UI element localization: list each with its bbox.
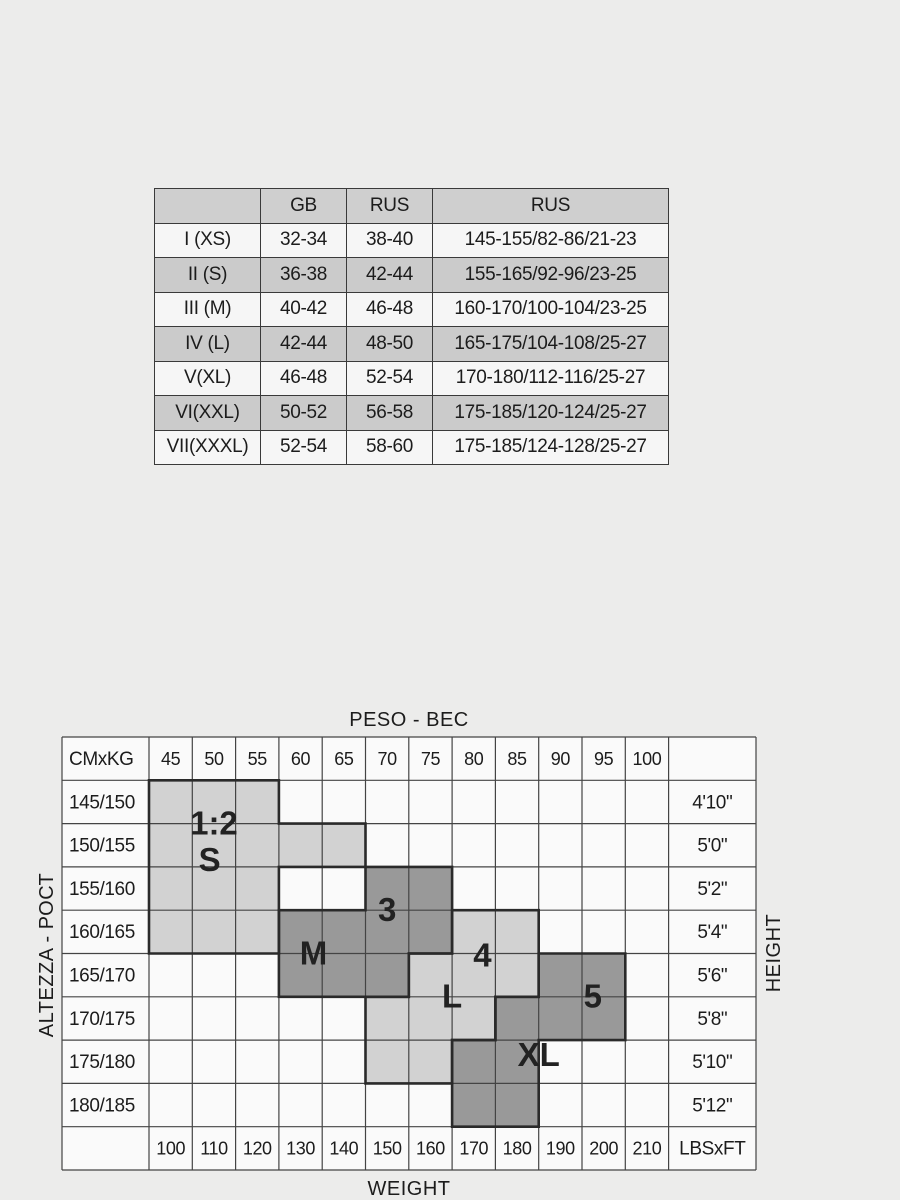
zone-m-letter: M (299, 934, 328, 972)
weight-lbs-label: 160 (416, 1138, 445, 1159)
table-cell: 170-180/112-116/25-27 (433, 361, 669, 396)
height-cm-label: 150/155 (69, 835, 135, 857)
table-cell: 38-40 (347, 223, 433, 258)
zone-s-number: 1:2 (190, 804, 238, 842)
height-ft-label: 5'6" (697, 965, 728, 987)
table-cell: VI(XXL) (155, 396, 261, 431)
weight-kg-label: 85 (507, 749, 527, 769)
height-ft-label: 5'12" (692, 1095, 733, 1117)
table-cell: VII(XXXL) (155, 430, 261, 465)
table-cell: 46-48 (347, 292, 433, 327)
weight-kg-label: 95 (594, 749, 614, 769)
table-cell: 42-44 (261, 327, 347, 362)
table-cell: 160-170/100-104/23-25 (433, 292, 669, 327)
height-ft-label: 5'4" (697, 922, 728, 944)
weight-lbs-label: 180 (502, 1138, 532, 1159)
grid-bottom-title: WEIGHT (367, 1178, 451, 1200)
weight-lbs-label: 130 (286, 1138, 315, 1159)
weight-kg-label: 90 (550, 749, 570, 769)
weight-lbs-label: 110 (200, 1138, 228, 1159)
height-ft-label: 5'10" (692, 1052, 733, 1074)
table-cell: IV (L) (155, 327, 261, 362)
table-cell: V(XL) (155, 361, 261, 396)
zone-s-letter: S (198, 841, 221, 879)
height-ft-label: 5'8" (697, 1008, 728, 1030)
grid-corner-top-left: CMxKG (69, 749, 134, 770)
grid-top-title: PESO - ВЕС (349, 709, 469, 731)
height-ft-label: 4'10" (692, 792, 733, 814)
weight-kg-label: 100 (632, 749, 662, 769)
table-cell: 58-60 (347, 430, 433, 465)
weight-lbs-label: 200 (589, 1138, 619, 1159)
table-cell: 175-185/124-128/25-27 (433, 430, 669, 465)
weight-lbs-label: 120 (242, 1138, 272, 1159)
weight-lbs-label: 210 (632, 1138, 662, 1159)
weight-lbs-label: 100 (156, 1138, 186, 1159)
grid-right-title: HEIGHT (763, 913, 785, 993)
weight-kg-label: 55 (247, 749, 267, 769)
table-cell: 175-185/120-124/25-27 (433, 396, 669, 431)
height-cm-label: 160/165 (69, 922, 135, 944)
height-ft-label: 5'2" (697, 878, 728, 900)
table-cell: 56-58 (347, 396, 433, 431)
table-cell: III (M) (155, 292, 261, 327)
table-cell: 145-155/82-86/21-23 (433, 223, 669, 258)
weight-kg-label: 80 (464, 749, 484, 769)
header-cell: RUS (347, 189, 433, 224)
height-cm-label: 165/170 (69, 965, 135, 987)
table-cell: 50-52 (261, 396, 347, 431)
height-cm-label: 180/185 (69, 1095, 135, 1117)
table-cell: 52-54 (347, 361, 433, 396)
table-cell: 165-175/104-108/25-27 (433, 327, 669, 362)
table-cell: I (XS) (155, 223, 261, 258)
weight-kg-label: 65 (334, 749, 354, 769)
weight-kg-label: 50 (204, 749, 224, 769)
weight-kg-label: 75 (420, 749, 441, 769)
zone-l-letter: L (442, 977, 463, 1015)
weight-lbs-label: 150 (372, 1138, 402, 1159)
height-ft-label: 5'0" (697, 835, 728, 857)
header-cell: RUS (433, 189, 669, 224)
table-cell: II (S) (155, 258, 261, 293)
zone-xl-number: 5 (583, 977, 603, 1015)
zone-l-number: 4 (473, 936, 492, 974)
weight-lbs-label: 140 (329, 1138, 359, 1159)
weight-kg-label: 45 (161, 749, 181, 769)
zone-xl-letter: XL (517, 1036, 560, 1074)
weight-lbs-label: 190 (545, 1138, 575, 1159)
weight-lbs-label: 170 (459, 1138, 489, 1159)
height-cm-label: 170/175 (69, 1008, 135, 1030)
zone-m-number: 3 (377, 891, 397, 929)
table-cell: 40-42 (261, 292, 347, 327)
table-cell: 155-165/92-96/23-25 (433, 258, 669, 293)
grid-corner-bottom-right: LBSxFT (679, 1138, 746, 1160)
weight-kg-label: 60 (290, 749, 311, 769)
table-cell: 32-34 (261, 223, 347, 258)
height-cm-label: 145/150 (69, 792, 135, 814)
table-cell: 52-54 (261, 430, 347, 465)
weight-kg-label: 70 (377, 749, 397, 769)
table-cell: 48-50 (347, 327, 433, 362)
height-cm-label: 155/160 (69, 878, 135, 900)
grid-left-title: ALTEZZA - РОСТ (36, 872, 58, 1038)
table-cell: 46-48 (261, 361, 347, 396)
table-cell: 42-44 (347, 258, 433, 293)
height-cm-label: 175/180 (69, 1052, 135, 1074)
header-cell: GB (261, 189, 347, 224)
table-cell: 36-38 (261, 258, 347, 293)
